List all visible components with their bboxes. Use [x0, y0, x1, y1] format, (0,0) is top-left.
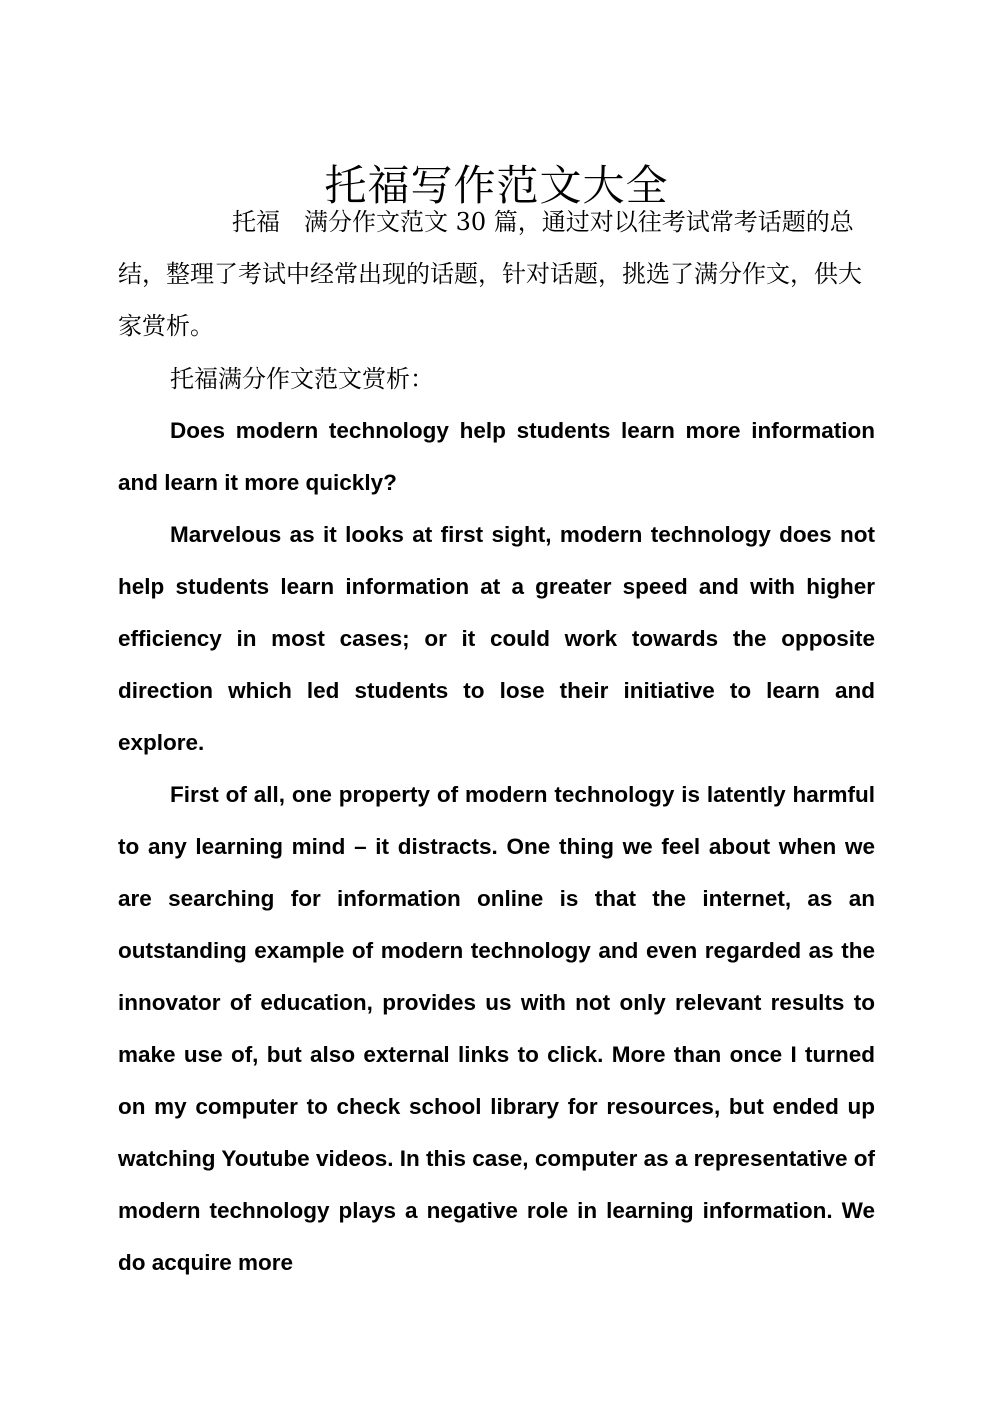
intro-paragraph: 托福 满分作文范文 30 篇，通过对以往考试常考话题的总结，整理了考试中经常出现的话题，针对话题，挑选了满分作文，供大家赏析。 [118, 208, 862, 340]
essay-paragraph-2: First of all, one property of modern technology is latently harmful to any learning mind – it distracts. One thing we feel about when we are searching for information online is that the internet, as an outstanding example of modern technology and even regarded as the innovator of education, provides us with not only relevant results to make use of, but also external links to click. More than once I turned on my computer to check school library for resources, but ended up watching Youtube videos. In this case, computer as a representative of modern technology plays a negative role in learning information. We do acquire more [118, 782, 875, 1275]
essay-paragraph-1: Marvelous as it looks at first sight, modern technology does not help students learn information at a greater speed and with higher efficiency in most cases; or it could work towards the opposite direction which led students to lose their initiative to learn and explore. [118, 522, 875, 755]
section-label: 托福满分作文范文赏析： [170, 365, 434, 393]
document-title: 托福写作范文大全 [324, 161, 669, 211]
essay-question: Does modern technology help students learn more information and learn it more quickly? [118, 418, 875, 495]
